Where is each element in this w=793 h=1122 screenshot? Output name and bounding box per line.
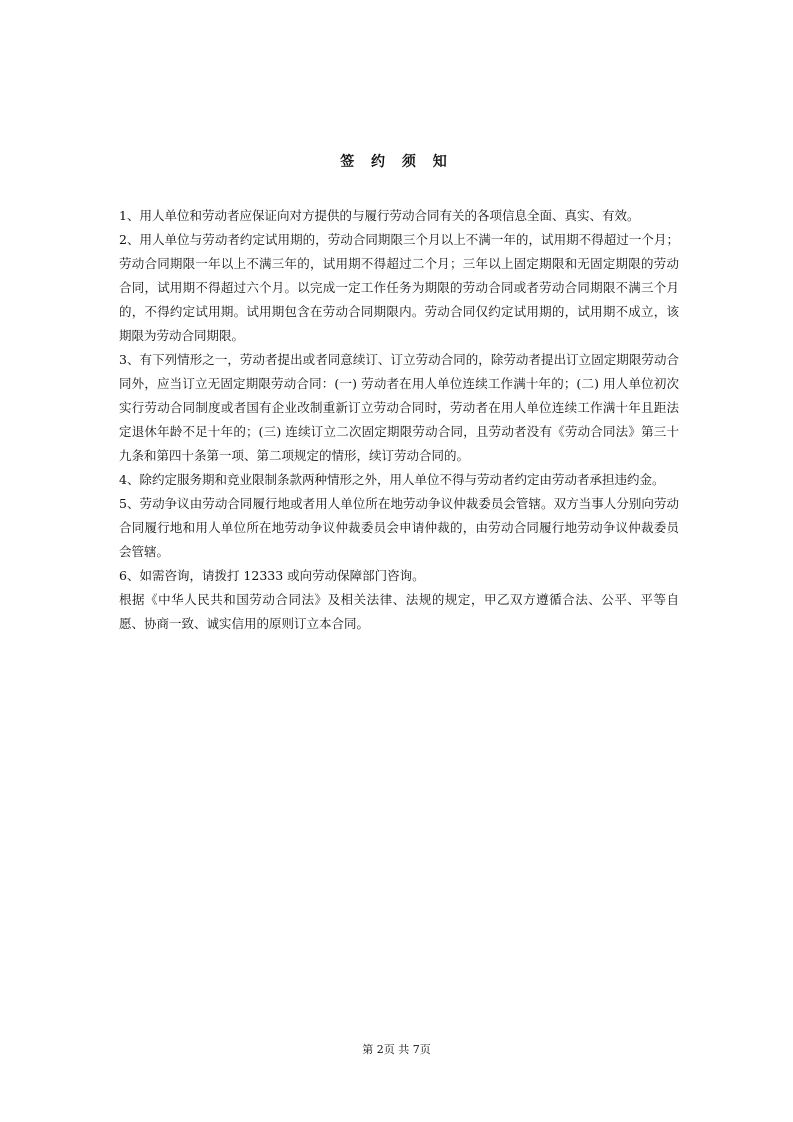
clause-1: 1、用人单位和劳动者应保证向对方提供的与履行劳动合同有关的各项信息全面、真实、有效。: [119, 208, 640, 223]
document-body: [119, 204, 679, 636]
closing-statement: 根据《中华人民共和国劳动合同法》及相关法律、法规的规定，甲乙双方遵循合法、公平、平等自愿、协商一致、诚实信用的原则订立本合同。: [119, 592, 679, 631]
clause-4: 4、除约定服务期和竞业限制条款两种情形之外，用人单位不得与劳动者约定由劳动者承担违约金。: [119, 472, 665, 487]
clause-5: 5、劳动争议由劳动合同履行地或者用人单位所在地劳动争议仲裁委员会管辖。双方当事人分别向劳动合同履行地和用人单位所在地劳动争议仲裁委员会申请仲裁的，由劳动合同履行地劳动争议仲裁委员会管辖。: [119, 496, 679, 559]
clause-6: 6、如需咨询，请拨打 12333 或向劳动保障部门咨询。: [119, 568, 425, 583]
clause-3: 3、有下列情形之一，劳动者提出或者同意续订、订立劳动合同的，除劳动者提出订立固定期限劳动合同外，应当订立无固定期限劳动合同：(一) 劳动者在用人单位连续工作满十年的；(二) 用人单位初次实行劳动合同制度或者国有企业改制重新订立劳动合同时，劳动者在用人单位连续工作满十年且距法定退休年龄不足十年的；(三) 连续订立二次固定期限劳动合同，且劳动者没有《劳动合同法》第三十九条和第四十条第一项、第二项规定的情形，续订劳动合同的。: [119, 352, 679, 463]
clause-2: 2、用人单位与劳动者约定试用期的，劳动合同期限三个月以上不满一年的，试用期不得超过一个月；劳动合同期限一年以上不满三年的，试用期不得超过二个月；三年以上固定期限和无固定期限的劳动合同，试用期不得超过六个月。以完成一定工作任务为期限的劳动合同或者劳动合同期限不满三个月的，不得约定试用期。试用期包含在劳动合同期限内。劳动合同仅约定试用期的，试用期不成立，该期限为劳动合同期限。: [119, 232, 679, 343]
page-number: 第 2页 共 7页: [362, 1043, 431, 1056]
page-title: 签 约 须 知: [340, 154, 453, 170]
